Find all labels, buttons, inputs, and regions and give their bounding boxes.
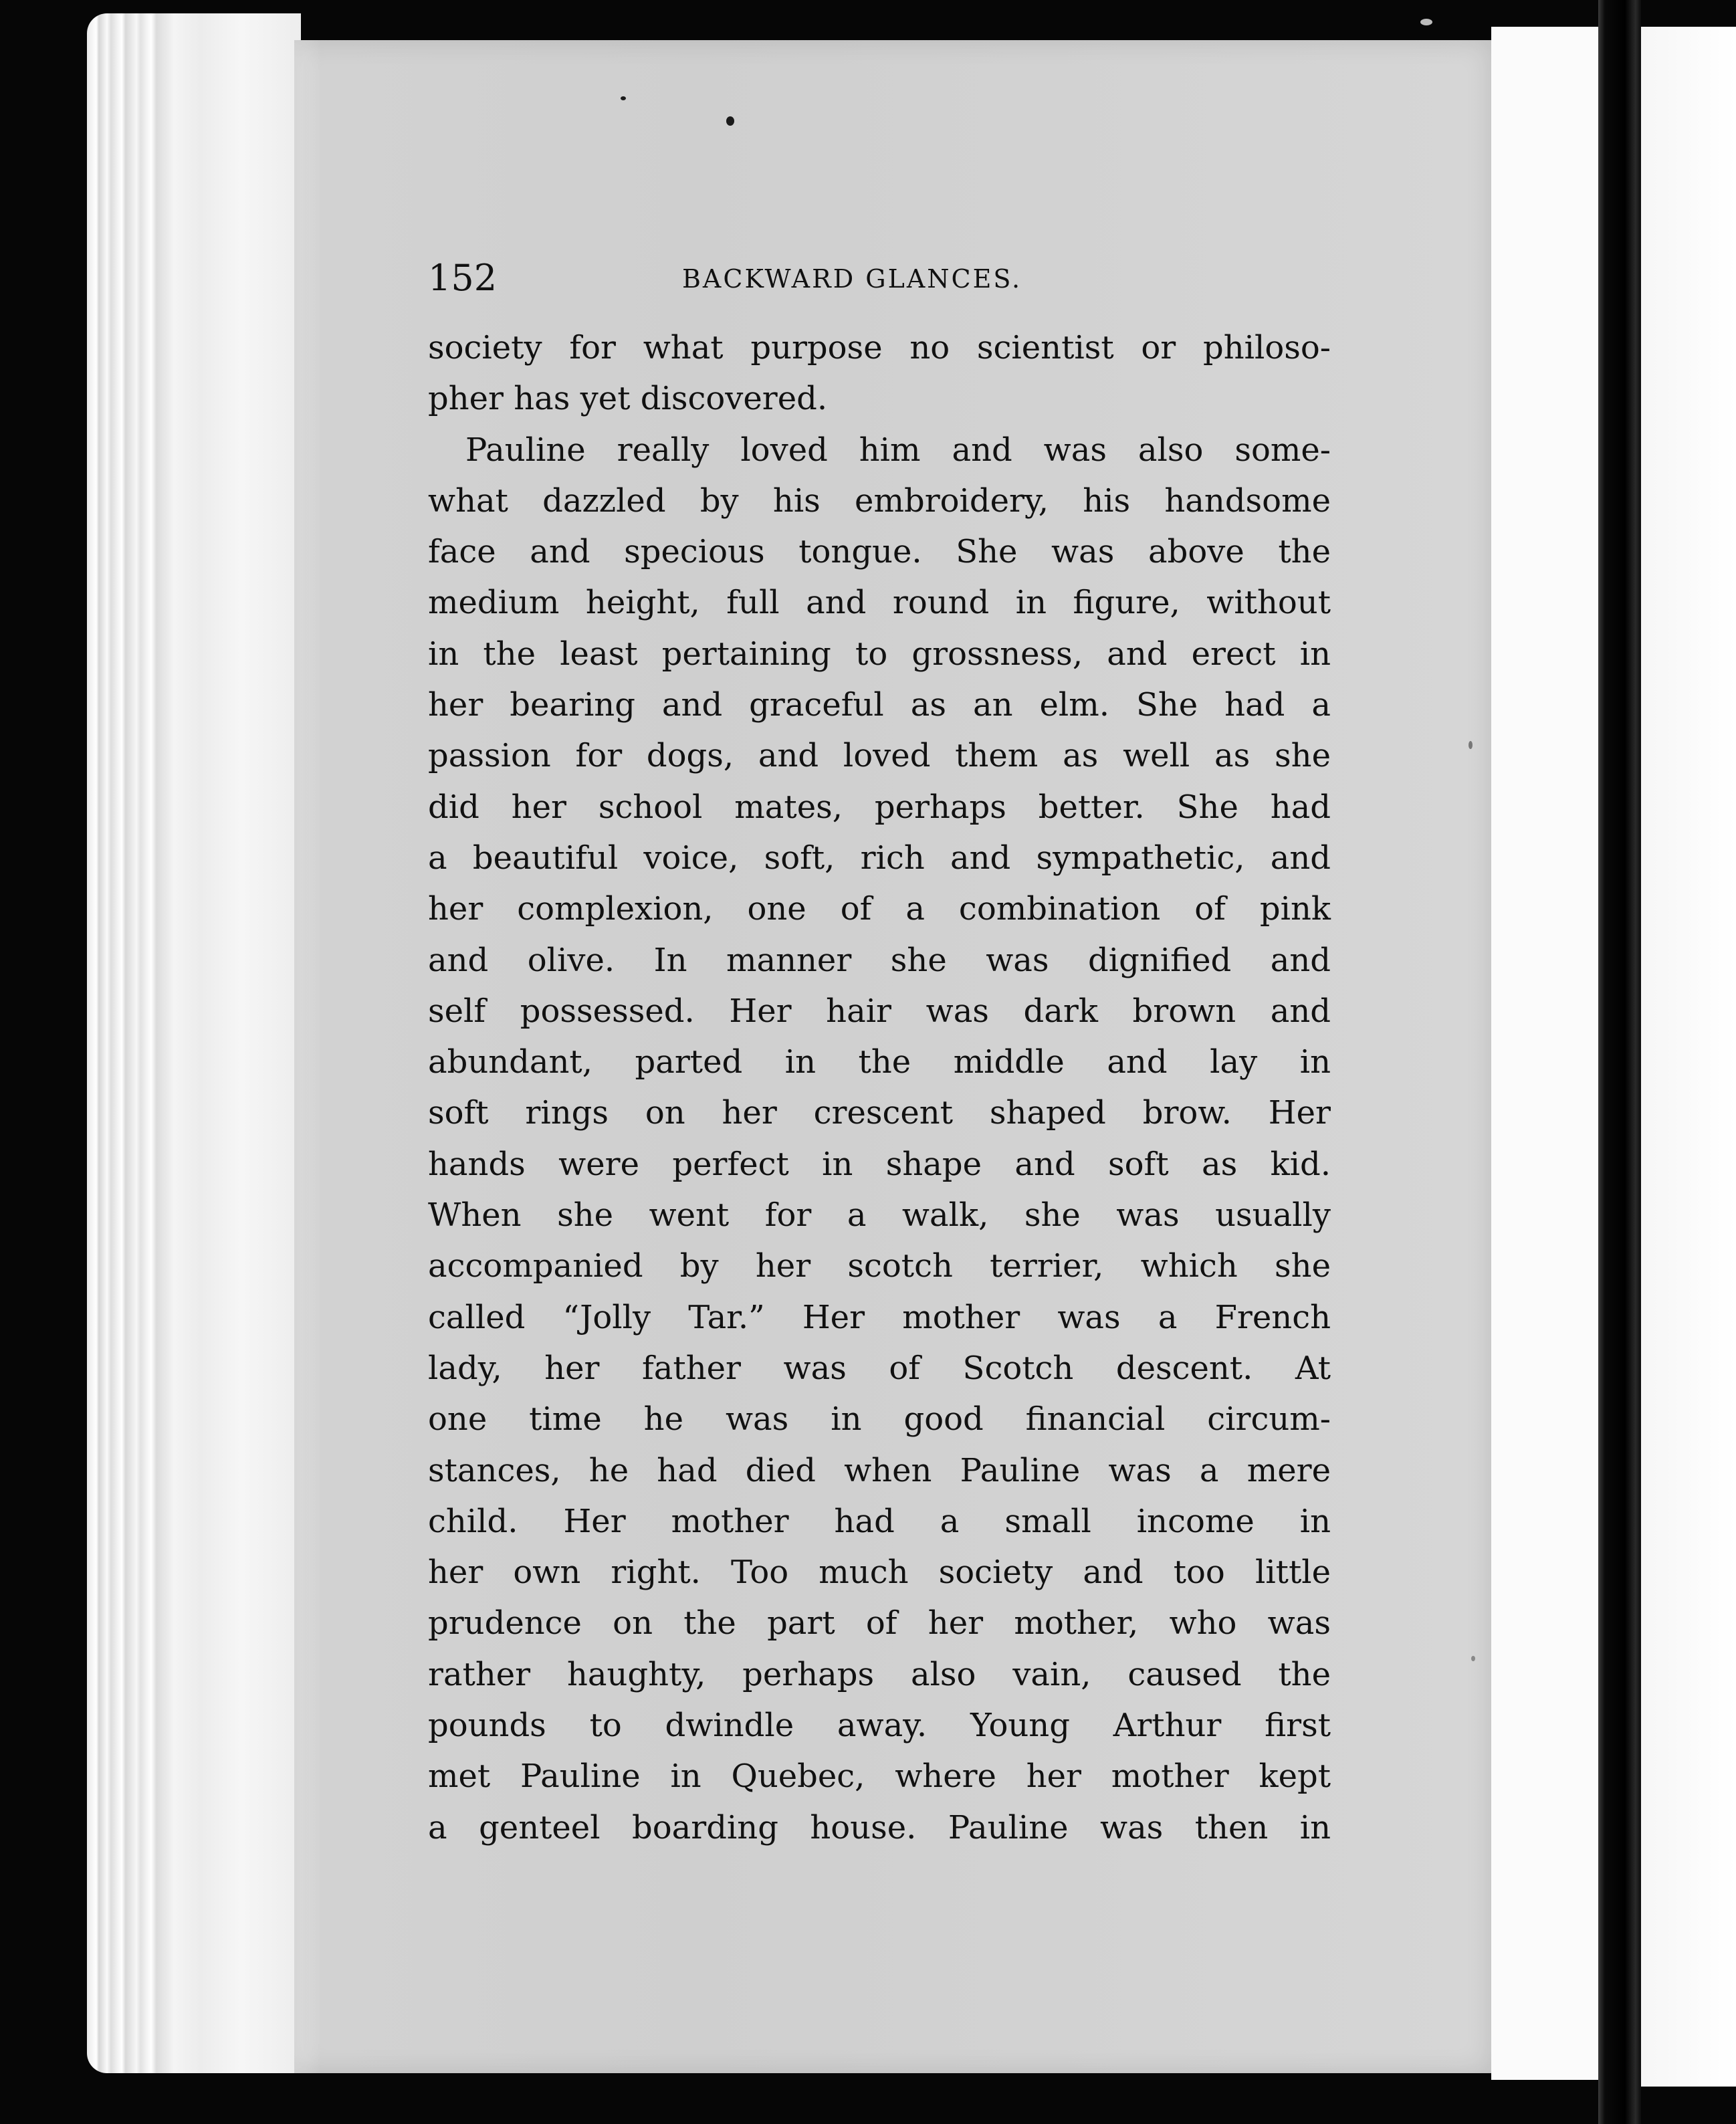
text-line: in the least pertaining to grossness, and erect in	[428, 635, 1331, 673]
text-line: medium height, full and round in figure, without	[428, 584, 1331, 622]
page-right-margin	[1491, 27, 1598, 2080]
text-line: self possessed. Her hair was dark brown and	[428, 992, 1331, 1030]
text-line: pher has yet discovered.	[428, 380, 828, 418]
text-line: did her school mates, perhaps better. She had	[428, 788, 1331, 826]
page-number: 152	[428, 257, 498, 299]
page-text-block	[428, 249, 1331, 1853]
text-line: and olive. In manner she was dignified and	[428, 941, 1331, 979]
running-head	[428, 249, 1331, 322]
text-line: met Pauline in Quebec, where her mother kept	[428, 1758, 1331, 1796]
text-line: passion for dogs, and loved them as well as she	[428, 737, 1331, 775]
text-line: lady, her father was of Scotch descent. At	[428, 1349, 1331, 1387]
text-line: prudence on the part of her mother, who was	[428, 1604, 1331, 1642]
text-line: society for what purpose no scientist or philoso-	[428, 329, 1331, 366]
text-line: abundant, parted in the middle and lay in	[428, 1043, 1331, 1081]
text-line: her complexion, one of a combination of pink	[428, 890, 1331, 928]
text-line: face and specious tongue. She was above the	[428, 533, 1331, 571]
ink-speck	[1469, 741, 1473, 749]
text-line: her bearing and graceful as an elm. She had a	[428, 686, 1331, 724]
text-line: stances, he had died when Pauline was a mere	[428, 1451, 1331, 1489]
text-line: what dazzled by his embroidery, his handsome	[428, 482, 1331, 520]
text-line: accompanied by her scotch terrier, which she	[428, 1247, 1331, 1285]
text-line: When she went for a walk, she was usually	[428, 1196, 1331, 1235]
text-line: a beautiful voice, soft, rich and sympathetic, and	[428, 839, 1331, 877]
text-line: child. Her mother had a small income in	[428, 1502, 1331, 1540]
text-line: soft rings on her crescent shaped brow. Her	[428, 1094, 1331, 1132]
text-line: one time he was in good financial circum-	[428, 1400, 1331, 1439]
ink-speck	[1471, 1656, 1475, 1661]
body-text	[428, 322, 1331, 1853]
book-spine-fold	[1598, 0, 1641, 2124]
running-title: BACKWARD GLANCES.	[682, 264, 1022, 294]
ink-speck	[726, 116, 734, 126]
text-line: her own right. Too much society and too little	[428, 1554, 1331, 1592]
text-line: a genteel boarding house. Pauline was then in	[428, 1808, 1331, 1846]
facing-page-edge	[1641, 27, 1736, 2087]
ink-speck	[621, 96, 626, 100]
ink-speck	[1420, 19, 1432, 25]
text-line: rather haughty, perhaps also vain, caused the	[428, 1655, 1331, 1693]
text-line: hands were perfect in shape and soft as kid.	[428, 1145, 1331, 1183]
text-line: called “Jolly Tar.” Her mother was a French	[428, 1298, 1331, 1336]
page-edges-stack	[87, 13, 301, 2073]
text-line: pounds to dwindle away. Young Arthur first	[428, 1707, 1331, 1745]
text-line: Pauline really loved him and was also some-	[465, 431, 1331, 469]
